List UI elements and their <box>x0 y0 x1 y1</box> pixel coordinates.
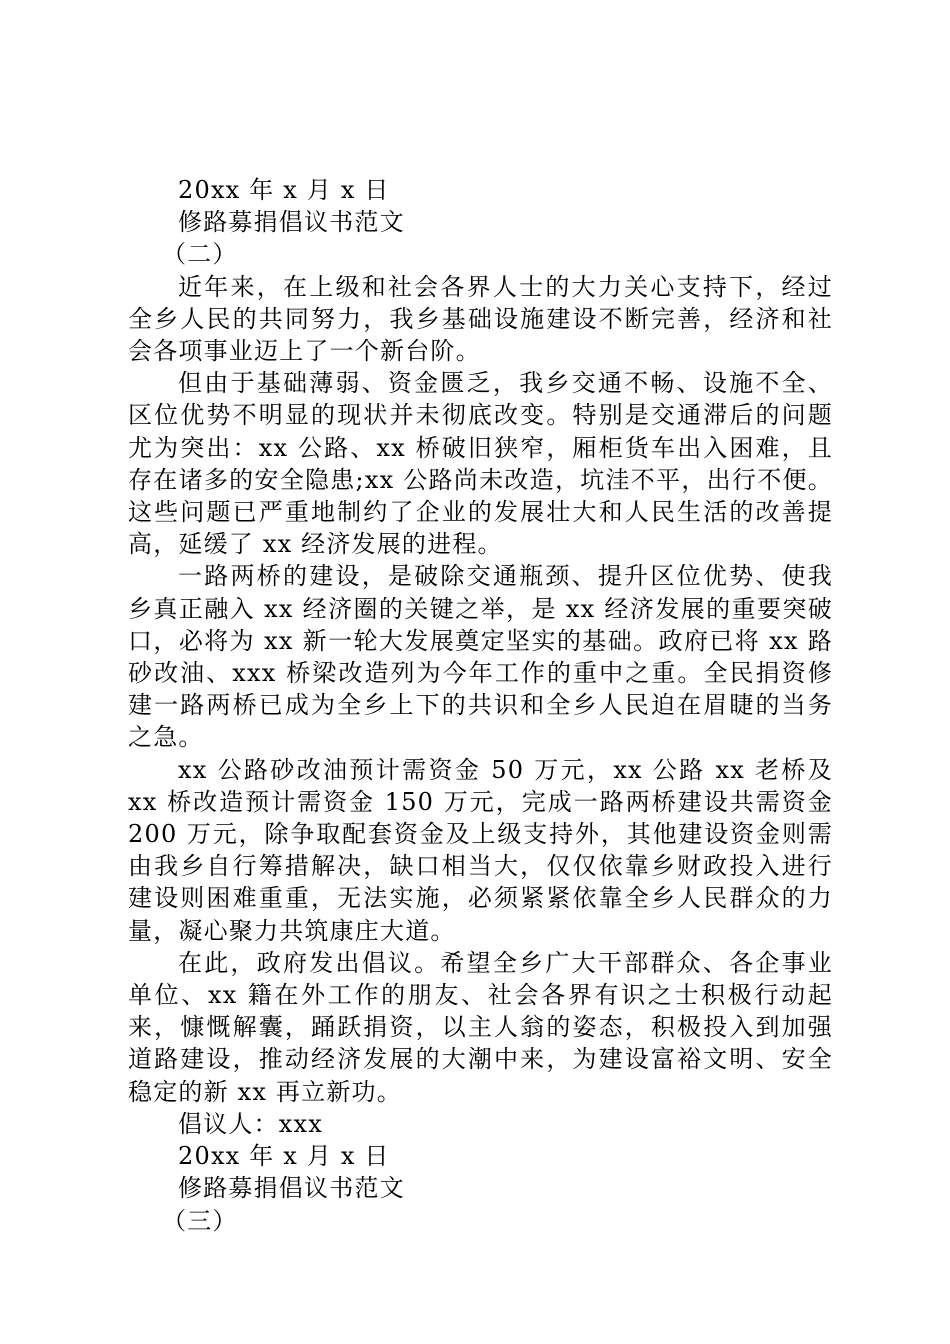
paragraph-funding: xx 公路砂改油预计需资金 50 万元，xx 公路 xx 老桥及 xx 桥改造预计需资金 150 万元，完成一路两桥建设共需资金 200 万元，除争取配套资金及上级支持外，其他建设资金则需由我乡自行筹措解决，缺口相当大，仅仅依靠乡财政投入进行建设则困难重重，无法实施，必须紧紧依靠全乡人民群众的力量，凝心聚力共筑康庄大道。 <box>128 755 833 945</box>
date-line-top: 20xx 年 x 月 x 日 <box>178 176 390 204</box>
paragraph-problems: 但由于基础薄弱、资金匮乏，我乡交通不畅、设施不全、区位优势不明显的现状并未彻底改变。特别是交通滞后的问题尤为突出：xx 公路、xx 桥破旧狭窄，厢柜货车出入困难，且存在诸多的安全隐患;xx 公路尚未改造，坑洼不平，出行不便。这些问题已严重地制约了企业的发展壮大和人民生活的改善提高，延缓了 xx 经济发展的进程。 <box>128 369 833 559</box>
paragraph-appeal: 在此，政府发出倡议。希望全乡广大干部群众、各企事业单位、xx 籍在外工作的朋友、社会各界有识之士积极行动起来，慷慨解囊，踊跃捐资，以主人翁的姿态，积极投入到加强道路建设，推动经济发展的大潮中来，为建设富裕文明、安全稳定的新 xx 再立新功。 <box>128 948 833 1106</box>
document-body <box>128 174 833 1237</box>
paragraph-intro: 近年来，在上级和社会各界人士的大力关心支持下，经过全乡人民的共同努力，我乡基础设施建设不断完善，经济和社会各项事业迈上了一个新台阶。 <box>128 272 833 366</box>
section-heading-3: 修路募捐倡议书范文 <box>178 1174 405 1203</box>
date-line-bottom: 20xx 年 x 月 x 日 <box>178 1142 390 1171</box>
section-number-3: （三） <box>162 1206 238 1235</box>
section-heading-2: 修路募捐倡议书范文 <box>178 208 405 237</box>
paragraph-importance: 一路两桥的建设，是破除交通瓶颈、提升区位优势、使我乡真正融入 xx 经济圈的关键之举，是 xx 经济发展的重要突破口，必将为 xx 新一轮大发展奠定坚实的基础。政府已将 xx 路砂改油、xxx 桥梁改造列为今年工作的重中之重。全民捐资修建一路两桥已成为全乡上下的共识和全乡人民迫在眉睫的当务之急。 <box>128 562 833 752</box>
signer-line: 倡议人：xxx <box>178 1109 324 1138</box>
section-number-2: （二） <box>162 240 238 269</box>
